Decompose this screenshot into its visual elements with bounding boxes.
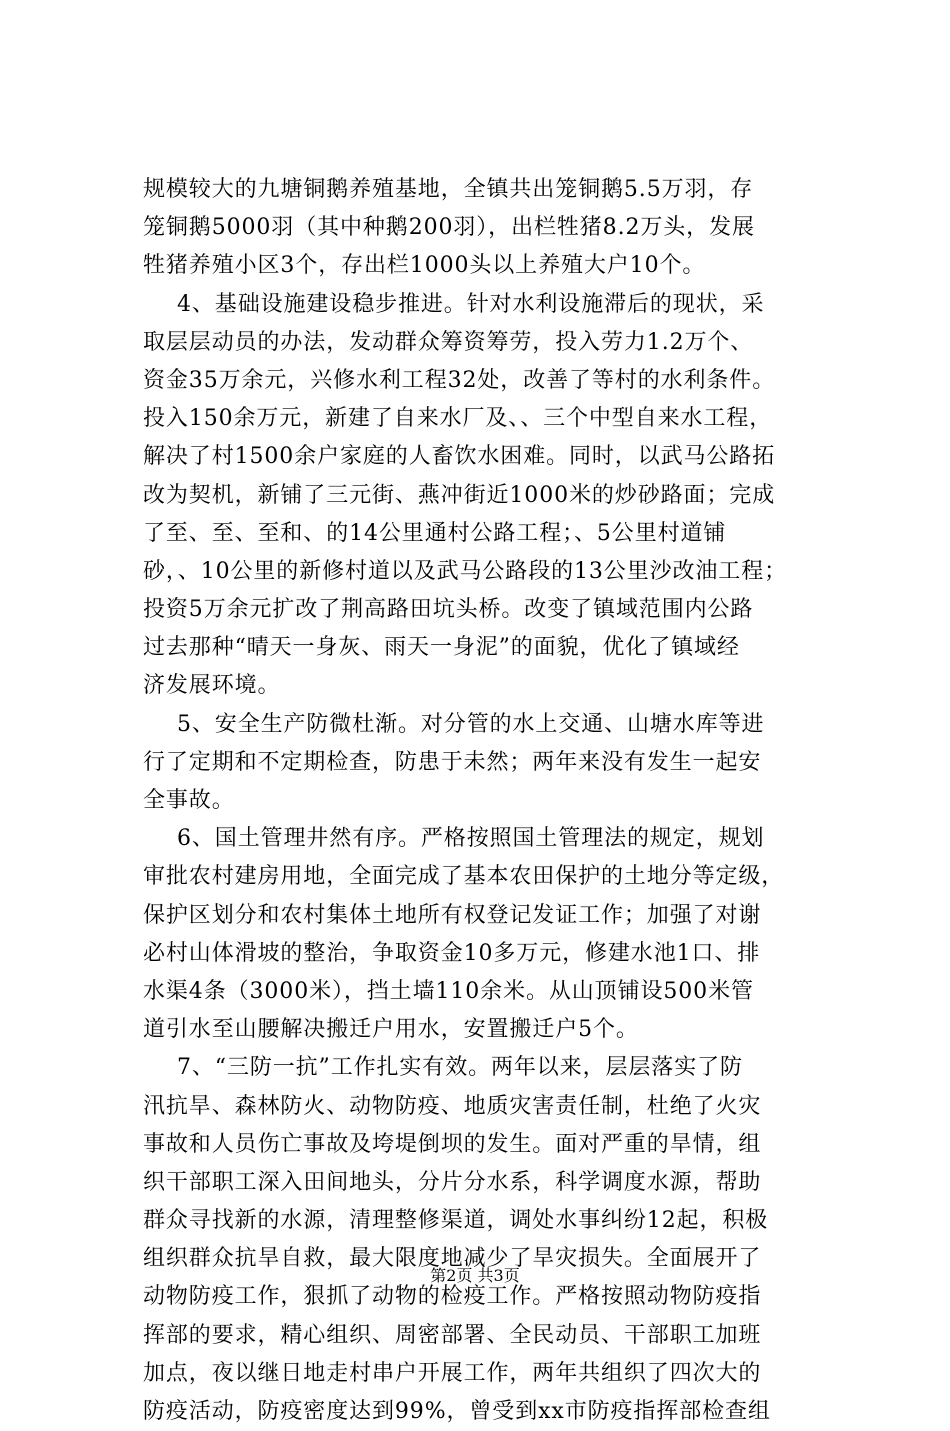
text-line: 群众寻找新的水源，清理整修渠道，调处水事纠纷12起，积极 <box>143 1208 769 1234</box>
paragraph-start-line: 4、基础设施建设稳步推进。针对水利设施滞后的现状，采 <box>177 291 765 317</box>
text-line: 过去那种“晴天一身灰、雨天一身泥”的面貌，优化了镇域经 <box>143 635 740 661</box>
text-line: 保护区划分和农村集体土地所有权登记发证工作；加强了对谢 <box>143 902 762 928</box>
text-line: 水渠4条（3000米），挡土墙110余米。从山顶铺设500米管 <box>143 978 754 1004</box>
text-line: 投入150余万元，新建了自来水厂及、、三个中型自来水工程， <box>143 406 773 432</box>
text-line: 济发展环境。 <box>143 673 281 699</box>
text-line: 全事故。 <box>143 788 235 813</box>
text-line: 织干部职工深入田间地头，分片分水系，科学调度水源，帮助 <box>143 1169 762 1195</box>
text-line: 资金35万余元，兴修水利工程32处，改善了等村的水利条件。 <box>143 367 776 393</box>
text-line: 必村山体滑坡的整治，争取资金10多万元，修建水池1口、排 <box>143 940 761 966</box>
text-line: 笼铜鹅5000羽（其中种鹅200羽），出栏牲猪8.2万头，发展 <box>143 215 755 241</box>
text-line: 砂，、10公里的新修村道以及武马公路段的13公里沙改油工程； <box>143 558 787 584</box>
text-line: 牲猪养殖小区3个，存出栏1000头以上养殖大户10个。 <box>143 253 706 279</box>
text-line: 行了定期和不定期检查，防患于未然；两年来没有发生一起安 <box>143 749 762 775</box>
text-line: 事故和人员伤亡事故及垮堤倒坝的发生。面对严重的旱情，组 <box>143 1131 762 1157</box>
paragraph-start-line: 5、安全生产防微杜渐。对分管的水上交通、山塘水库等进 <box>177 711 765 737</box>
document-body <box>143 171 826 1431</box>
text-line: 汛抗旱、森林防火、动物防疫、地质灾害责任制，杜绝了火灾 <box>143 1093 762 1119</box>
paragraph-start-line: 7、“三防一抗”工作扎实有效。两年以来，层层落实了防 <box>177 1055 743 1081</box>
text-line: 挥部的要求，精心组织、周密部署、全民动员、干部职工加班 <box>143 1322 762 1348</box>
page-number-footer: 第2页 共3页 <box>430 1266 520 1285</box>
text-line: 投资5万余元扩改了荆高路田坑头桥。改变了镇域范围内公路 <box>143 597 754 623</box>
text-line: 动物防疫工作，狠抓了动物的检疫工作。严格按照动物防疫指 <box>143 1284 762 1310</box>
text-line: 改为契机，新铺了三元街、燕冲街近1000米的炒砂路面；完成 <box>143 482 776 508</box>
text-line: 加点，夜以继日地走村串户开展工作，两年共组织了四次大的 <box>143 1360 762 1386</box>
text-line: 审批农村建房用地，全面完成了基本农田保护的土地分等定级， <box>143 864 785 890</box>
text-line: 解决了村1500余户家庭的人畜饮水困难。同时，以武马公路拓 <box>143 444 776 470</box>
text-line: 规模较大的九塘铜鹅养殖基地，全镇共出笼铜鹅5.5万羽，存 <box>143 177 754 202</box>
paragraph-start-line: 6、国土管理井然有序。严格按照国土管理法的规定，规划 <box>177 826 765 852</box>
text-line: 取层层动员的办法，发动群众筹资筹劳，投入劳力1.2万个、 <box>143 329 754 355</box>
text-line: 组织群众抗旱自救，最大限度地减少了旱灾损失。全面展开了 <box>143 1246 762 1272</box>
text-line: 道引水至山腰解决搬迁户用水，安置搬迁户5个。 <box>143 1017 639 1043</box>
text-line: 防疫活动，防疫密度达到99%，曾受到xx市防疫指挥部检查组 <box>143 1399 771 1424</box>
text-line: 了至、至、至和、的14公里通村公路工程；、5公里村道铺 <box>143 520 727 546</box>
